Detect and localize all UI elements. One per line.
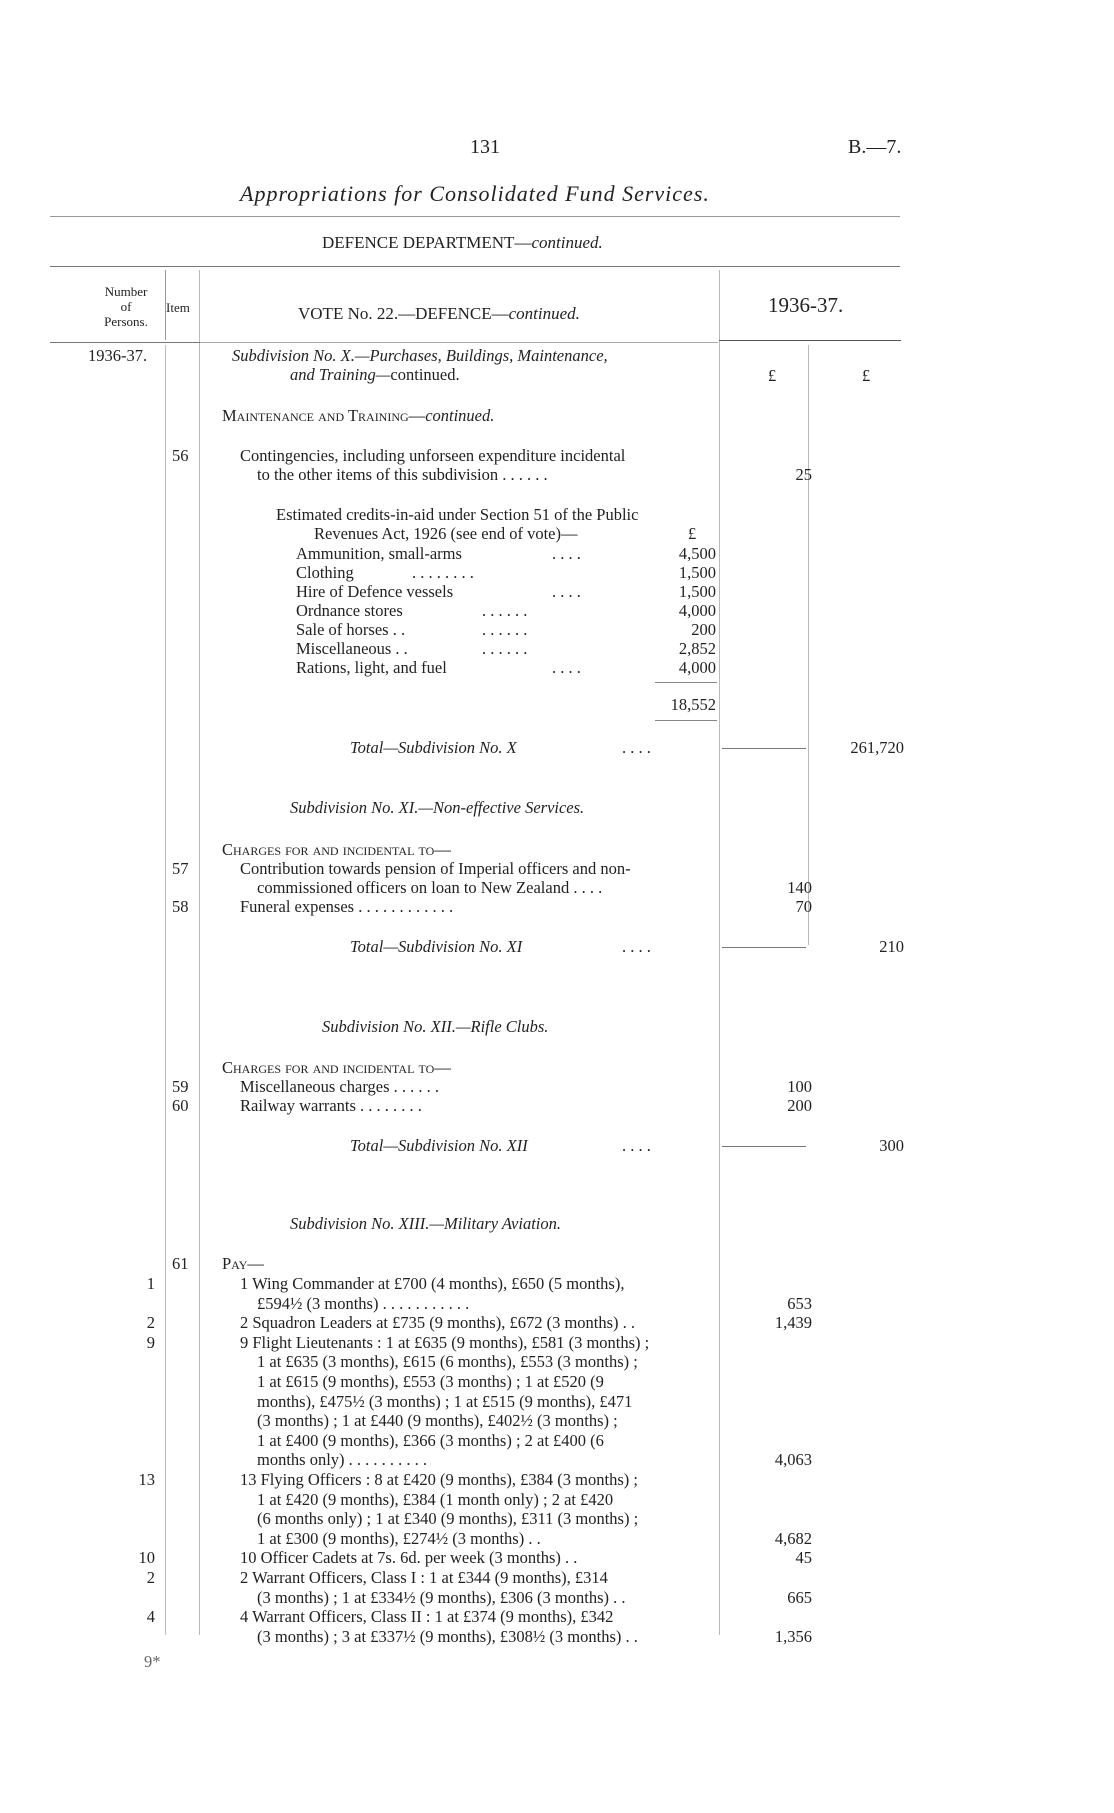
credits-heading: Estimated credits-in-aid under Section 51 of the Public [276,505,639,524]
item-description: Railway warrants . . . . . . . . [240,1096,422,1115]
item-amount: 200 [787,1096,812,1115]
pay-line-amount: 4,682 [774,1529,812,1548]
pay-line-text: 1 Wing Commander at £700 (4 months), £650 (5 months), [240,1274,625,1293]
title-rule [50,216,900,217]
credit-leader: . . . . . . [482,639,528,658]
pay-line-text: 10 Officer Cadets at 7s. 6d. per week (3 months) . . [240,1548,578,1567]
pay-line-text: months only) . . . . . . . . . . [257,1450,428,1469]
persons-count: 13 [138,1470,155,1489]
pay-line-amount: 665 [787,1588,812,1607]
credit-value: 1,500 [678,563,716,582]
pay-line-text: 1 at £635 (3 months), £615 (6 months), £553 (3 months) ; [257,1352,638,1371]
pay-line-amount: 653 [787,1294,812,1313]
header-bottom-rule-mid [200,342,718,343]
pay-line-text: (6 months only) ; 1 at £340 (9 months), £311 (3 months) ; [257,1509,639,1528]
subdivision-x-total-label: Total—Subdivision No. X [350,738,517,757]
item-description-cont: commissioned officers on loan to New Zealand . . . . [257,878,603,897]
page-number: 131 [470,136,500,158]
subdivision-xii-total-label: Total—Subdivision No. XII [350,1136,528,1155]
pay-line-text: 2 Warrant Officers, Class I : 1 at £344 (9 months), £314 [240,1568,608,1587]
item-column-header: Item [166,300,190,315]
persons-count: 4 [146,1607,155,1626]
item-amount: 25 [795,465,812,484]
pay-line-text: 1 at £420 (9 months), £384 (1 month only) ; 2 at £420 [257,1490,614,1509]
credit-line: Ammunition, small-arms [296,544,462,563]
pay-line-text: 2 Squadron Leaders at £735 (9 months), £672 (3 months) . . [240,1313,636,1332]
pay-line-amount: 4,063 [774,1450,812,1469]
credit-leader: . . . . . . [482,620,528,639]
currency-column-2: £ [862,366,871,385]
credit-value: 2,852 [678,639,716,658]
credit-leader: . . . . [552,658,581,677]
item-number: 57 [172,859,189,878]
pay-line-text: 9 Flight Lieutenants : 1 at £635 (9 months), £581 (3 months) ; [240,1333,650,1352]
page-title: Appropriations for Consolidated Fund Services. [240,181,710,206]
vote-title: VOTE No. 22.—DEFENCE—continued. [298,304,580,323]
total-dash [722,748,806,749]
credit-leader: . . . . . . . . [412,563,474,582]
charges-heading: Charges for and incidental to— [222,1058,451,1077]
persons-year-label: 1936-37. [88,346,148,365]
credit-line: Rations, light, and fuel [296,658,447,677]
persons-count: 2 [146,1313,155,1332]
credits-total: 18,552 [670,695,716,714]
credit-value: 1,500 [678,582,716,601]
subdivision-xi-total-label: Total—Subdivision No. XI [350,937,523,956]
credits-sum-rule [655,682,717,683]
item-description: Miscellaneous charges . . . . . . [240,1077,440,1096]
department-heading: DEFENCE DEPARTMENT—continued. [322,233,603,252]
credit-leader: . . . . [552,582,581,601]
item-amount: 140 [787,878,812,897]
item-description: Funeral expenses . . . . . . . . . . . . [240,897,454,916]
subtotal-column-rule [808,345,809,945]
subdivision-xi-title: Subdivision No. XI.—Non-effective Services. [290,798,585,817]
credit-value: 4,500 [678,544,716,563]
persons-count: 9 [146,1333,155,1352]
item-description: Contribution towards pension of Imperial officers and non- [240,859,631,878]
pay-line-text: 1 at £615 (9 months), £553 (3 months) ; 1 at £520 (9 [257,1372,604,1391]
total-leader: . . . . [622,1136,651,1155]
item-amount: 70 [795,897,812,916]
page-signature: 9* [144,1652,161,1671]
credits-total-rule [655,720,717,721]
total-leader: . . . . [622,937,651,956]
subdivision-xii-total: 300 [879,1136,904,1155]
credit-line: Ordnance stores [296,601,403,620]
persons-count: 2 [146,1568,155,1587]
header-bottom-rule-left [50,342,200,343]
subdivision-x-title: Subdivision No. X.—Purchases, Buildings, Maintenance, [232,346,608,365]
pay-line-amount: 1,439 [774,1313,812,1332]
section-heading: Maintenance and Training—continued. [222,406,495,425]
pay-line-text: (3 months) ; 1 at £334½ (9 months), £306 (3 months) . . [257,1588,626,1607]
charges-heading: Charges for and incidental to— [222,840,451,859]
subdivision-x-title-cont: and Training—continued. [290,365,460,384]
subdivision-x-total: 261,720 [850,738,904,757]
total-leader: . . . . [622,738,651,757]
table-top-rule [50,266,900,267]
header-bottom-rule-right [719,340,901,341]
subdivision-xi-total: 210 [879,937,904,956]
item-number: 59 [172,1077,189,1096]
item-description-cont: to the other items of this subdivision . . . . . . [257,465,548,484]
pay-line-text: 1 at £400 (9 months), £366 (3 months) ; 2 at £400 (6 [257,1431,604,1450]
currency-column-1: £ [768,366,777,385]
credit-leader: . . . . . . [482,601,528,620]
credit-leader: . . . . [552,544,581,563]
credit-line: Hire of Defence vessels [296,582,454,601]
credit-line: Sale of horses . . [296,620,406,639]
credit-value: 200 [691,620,716,639]
credit-value: 4,000 [678,601,716,620]
item-number: 61 [172,1254,189,1273]
persons-column-rule-body [165,345,166,1635]
pay-line-text: months), £475½ (3 months) ; 1 at £515 (9 months), £471 [257,1392,633,1411]
pay-line-amount: 45 [795,1548,812,1567]
document-reference: B.—7. [848,136,902,158]
credits-heading-cont: Revenues Act, 1926 (see end of vote)— [314,524,578,543]
pay-line-text: £594½ (3 months) . . . . . . . . . . . [257,1294,470,1313]
item-amount: 100 [787,1077,812,1096]
credit-value: 4,000 [678,658,716,677]
persons-column-header: Number of Persons. [104,284,148,329]
total-dash [722,947,806,948]
pay-line-text: 1 at £300 (9 months), £274½ (3 months) . . [257,1529,541,1548]
pay-line-text: (3 months) ; 3 at £337½ (9 months), £308½ (3 months) . . [257,1627,638,1646]
persons-count: 1 [146,1274,155,1293]
total-dash [722,1146,806,1147]
item-column-rule [199,270,200,1635]
persons-count: 10 [138,1548,155,1567]
pay-line-text: 13 Flying Officers : 8 at £420 (9 months), £384 (3 months) ; [240,1470,638,1489]
credit-line: Miscellaneous . . [296,639,408,658]
subdivision-xii-title: Subdivision No. XII.—Rifle Clubs. [322,1017,549,1036]
pay-heading: Pay— [222,1254,264,1273]
item-number: 56 [172,446,189,465]
item-description: Contingencies, including unforseen expenditure incidental [240,446,626,465]
item-number: 58 [172,897,189,916]
item-number: 60 [172,1096,189,1115]
pay-line-text: (3 months) ; 1 at £440 (9 months), £402½ (3 months) ; [257,1411,618,1430]
credits-currency: £ [688,524,697,543]
pay-line-text: 4 Warrant Officers, Class II : 1 at £374 (9 months), £342 [240,1607,614,1626]
year-column-header: 1936-37. [768,293,844,317]
subdivision-xiii-title: Subdivision No. XIII.—Military Aviation. [290,1214,562,1233]
credit-line: Clothing [296,563,354,582]
pay-line-amount: 1,356 [774,1627,812,1646]
